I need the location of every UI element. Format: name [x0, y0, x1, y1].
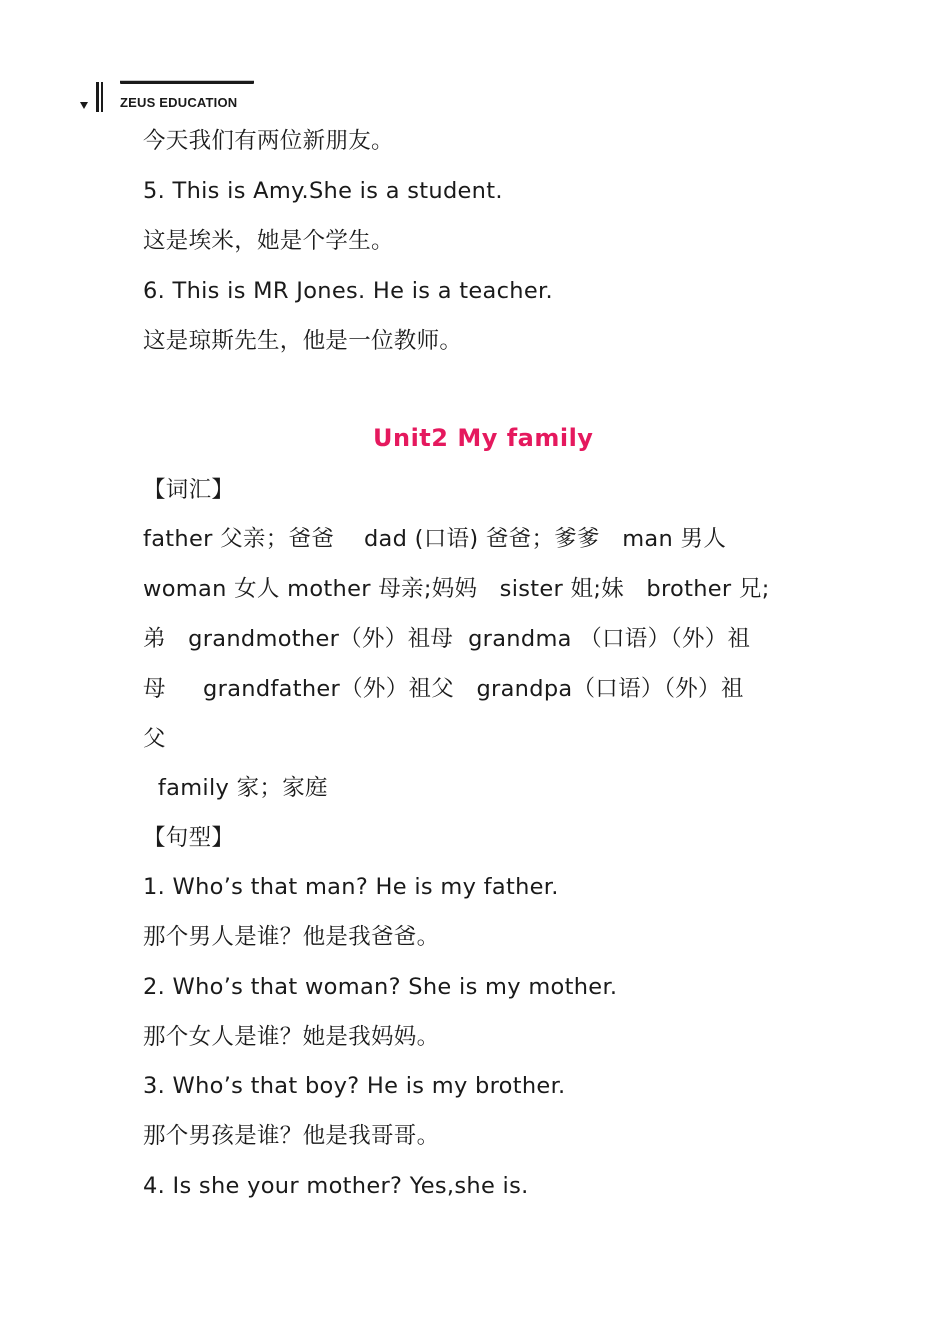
zeus-education-logo: [76, 62, 256, 114]
vocab-line-5: 父: [143, 726, 166, 752]
vocab-line-4: 母 grandfather（外）祖父 grandpa（口语）（外）祖: [143, 676, 744, 702]
logo-english-wordmark: ZEUS EDUCATION: [120, 95, 238, 110]
vocab-heading: 【词汇】: [143, 477, 235, 503]
sentence-line-7: 4. Is she your mother? Yes,she is.: [143, 1173, 529, 1199]
vocab-line-2: woman 女人 mother 母亲;妈妈 sister 姐;妹 brother 兄;: [143, 576, 770, 602]
intro-line-4: 6. This is MR Jones. He is a teacher.: [143, 278, 553, 304]
logo-chinese-wordmark: [120, 76, 254, 84]
logo-mark-icon: [76, 82, 106, 112]
intro-line-1: 今天我们有两位新朋友。: [143, 128, 394, 154]
sentence-line-2: 那个男人是谁？他是我爸爸。: [143, 924, 440, 950]
sentence-line-4: 那个女人是谁？她是我妈妈。: [143, 1024, 440, 1050]
sentence-heading: 【句型】: [143, 825, 235, 851]
intro-line-5: 这是琼斯先生，他是一位教师。: [143, 328, 463, 354]
intro-line-3: 这是埃米，她是个学生。: [143, 228, 394, 254]
unit-title: Unit2 My family: [373, 424, 594, 452]
vocab-line-3: 弟 grandmother（外）祖母 grandma （口语）（外）祖: [143, 626, 751, 652]
vocab-line-1: father 父亲；爸爸 dad (口语) 爸爸；爹爹 man 男人: [143, 526, 727, 552]
vocab-line-6: family 家；家庭: [143, 775, 328, 801]
sentence-line-3: 2. Who’s that woman? She is my mother.: [143, 974, 618, 1000]
sentence-line-1: 1. Who’s that man? He is my father.: [143, 874, 559, 900]
sentence-line-5: 3. Who’s that boy? He is my brother.: [143, 1073, 566, 1099]
sentence-line-6: 那个男孩是谁？他是我哥哥。: [143, 1123, 440, 1149]
intro-line-2: 5. This is Amy.She is a student.: [143, 178, 503, 204]
